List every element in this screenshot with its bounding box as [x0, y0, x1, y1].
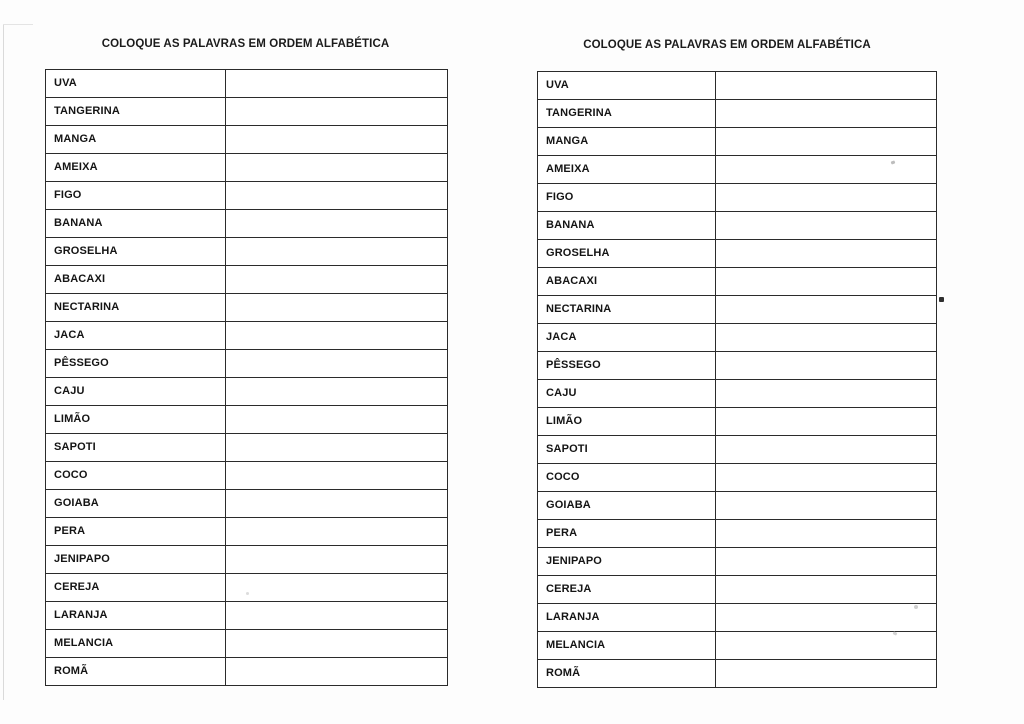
table-row	[538, 632, 937, 660]
word-cell: JENIPAPO	[46, 546, 226, 574]
word-cell: AMEIXA	[538, 156, 716, 184]
word-cell: TANGERINA	[538, 100, 716, 128]
table-row	[538, 72, 937, 100]
table-row	[46, 378, 448, 406]
answer-blank-cell[interactable]	[716, 324, 937, 352]
answer-blank-cell[interactable]	[716, 268, 937, 296]
answer-blank-cell[interactable]	[226, 518, 448, 546]
worksheet-right-title: COLOQUE AS PALAVRAS EM ORDEM ALFABÉTICA	[583, 39, 871, 51]
table-row	[538, 604, 937, 632]
word-cell: PÊSSEGO	[538, 352, 716, 380]
word-cell: FIGO	[46, 182, 226, 210]
word-cell: MANGA	[46, 126, 226, 154]
table-row	[46, 490, 448, 518]
answer-blank-cell[interactable]	[226, 126, 448, 154]
answer-blank-cell[interactable]	[716, 660, 937, 688]
word-cell: NECTARINA	[46, 294, 226, 322]
answer-blank-cell[interactable]	[716, 240, 937, 268]
scan-edge-line-left	[3, 24, 4, 700]
answer-blank-cell[interactable]	[716, 100, 937, 128]
answer-blank-cell[interactable]	[226, 266, 448, 294]
table-row	[538, 520, 937, 548]
answer-blank-cell[interactable]	[716, 604, 937, 632]
table-row	[538, 492, 937, 520]
word-cell: PERA	[538, 520, 716, 548]
table-row	[538, 240, 937, 268]
answer-blank-cell[interactable]	[716, 156, 937, 184]
worksheet-left-title: COLOQUE AS PALAVRAS EM ORDEM ALFABÉTICA	[101, 38, 390, 50]
answer-blank-cell[interactable]	[226, 602, 448, 630]
answer-blank-cell[interactable]	[226, 546, 448, 574]
table-row	[538, 576, 937, 604]
table-row	[46, 462, 448, 490]
word-cell: MELANCIA	[538, 632, 716, 660]
scan-smudge-artifact	[246, 592, 249, 595]
table-row	[46, 434, 448, 462]
answer-blank-cell[interactable]	[226, 434, 448, 462]
answer-blank-cell[interactable]	[716, 184, 937, 212]
answer-blank-cell[interactable]	[716, 464, 937, 492]
answer-blank-cell[interactable]	[226, 70, 448, 98]
scan-edge-line-top	[3, 24, 33, 25]
word-cell: CAJU	[46, 378, 226, 406]
table-row	[46, 266, 448, 294]
table-row	[538, 296, 937, 324]
answer-blank-cell[interactable]	[226, 238, 448, 266]
word-cell: LARANJA	[538, 604, 716, 632]
answer-blank-cell[interactable]	[716, 296, 937, 324]
table-row	[46, 210, 448, 238]
word-cell: CAJU	[538, 380, 716, 408]
answer-blank-cell[interactable]	[716, 576, 937, 604]
answer-blank-cell[interactable]	[226, 378, 448, 406]
word-cell: JENIPAPO	[538, 548, 716, 576]
table-row	[46, 70, 448, 98]
answer-blank-cell[interactable]	[716, 212, 937, 240]
word-cell: GROSELHA	[46, 238, 226, 266]
table-row	[46, 154, 448, 182]
table-row	[538, 548, 937, 576]
table-row	[46, 518, 448, 546]
word-cell: ROMÃ	[538, 660, 716, 688]
word-cell: ABACAXI	[538, 268, 716, 296]
answer-blank-cell[interactable]	[716, 72, 937, 100]
word-cell: TANGERINA	[46, 98, 226, 126]
table-row	[46, 630, 448, 658]
word-cell: GOIABA	[538, 492, 716, 520]
answer-blank-cell[interactable]	[716, 492, 937, 520]
word-cell: JACA	[46, 322, 226, 350]
table-row	[46, 126, 448, 154]
word-cell: GOIABA	[46, 490, 226, 518]
table-row	[538, 436, 937, 464]
answer-blank-cell[interactable]	[226, 406, 448, 434]
table-row	[538, 268, 937, 296]
word-cell: MELANCIA	[46, 630, 226, 658]
word-cell: UVA	[538, 72, 716, 100]
table-row	[538, 464, 937, 492]
answer-blank-cell[interactable]	[226, 630, 448, 658]
table-row	[538, 352, 937, 380]
word-cell: SAPOTI	[538, 436, 716, 464]
word-cell: JACA	[538, 324, 716, 352]
worksheet-right-table-body	[538, 72, 937, 688]
table-row	[538, 660, 937, 688]
scan-speck-artifact	[939, 297, 944, 302]
answer-blank-cell[interactable]	[716, 548, 937, 576]
word-cell: CEREJA	[46, 574, 226, 602]
answer-blank-cell[interactable]	[226, 658, 448, 686]
word-cell: COCO	[46, 462, 226, 490]
table-row	[538, 380, 937, 408]
word-cell: GROSELHA	[538, 240, 716, 268]
table-row	[46, 322, 448, 350]
answer-blank-cell[interactable]	[226, 182, 448, 210]
table-row	[46, 658, 448, 686]
word-cell: FIGO	[538, 184, 716, 212]
word-cell: BANANA	[538, 212, 716, 240]
answer-blank-cell[interactable]	[716, 632, 937, 660]
word-cell: ROMÃ	[46, 658, 226, 686]
answer-blank-cell[interactable]	[716, 128, 937, 156]
word-cell: LARANJA	[46, 602, 226, 630]
answer-blank-cell[interactable]	[226, 154, 448, 182]
answer-blank-cell[interactable]	[716, 352, 937, 380]
table-row	[538, 408, 937, 436]
table-row	[46, 294, 448, 322]
table-row	[46, 574, 448, 602]
word-cell: ABACAXI	[46, 266, 226, 294]
table-row	[46, 350, 448, 378]
answer-blank-cell[interactable]	[226, 574, 448, 602]
answer-blank-cell[interactable]	[226, 294, 448, 322]
worksheet-right-table	[537, 71, 937, 688]
answer-blank-cell[interactable]	[226, 350, 448, 378]
table-row	[46, 182, 448, 210]
scan-smudge-artifact	[914, 605, 918, 609]
answer-blank-cell[interactable]	[226, 98, 448, 126]
answer-blank-cell[interactable]	[226, 210, 448, 238]
table-row	[538, 156, 937, 184]
word-cell: PERA	[46, 518, 226, 546]
table-row	[46, 98, 448, 126]
word-cell: SAPOTI	[46, 434, 226, 462]
table-row	[538, 128, 937, 156]
answer-blank-cell[interactable]	[716, 436, 937, 464]
word-cell: UVA	[46, 70, 226, 98]
table-row	[538, 100, 937, 128]
table-row	[46, 602, 448, 630]
table-row	[538, 184, 937, 212]
table-row	[46, 406, 448, 434]
answer-blank-cell[interactable]	[226, 490, 448, 518]
answer-blank-cell[interactable]	[226, 462, 448, 490]
table-row	[538, 324, 937, 352]
table-row	[538, 212, 937, 240]
word-cell: AMEIXA	[46, 154, 226, 182]
word-cell: NECTARINA	[538, 296, 716, 324]
answer-blank-cell[interactable]	[716, 380, 937, 408]
answer-blank-cell[interactable]	[716, 408, 937, 436]
answer-blank-cell[interactable]	[226, 322, 448, 350]
word-cell: COCO	[538, 464, 716, 492]
word-cell: PÊSSEGO	[46, 350, 226, 378]
word-cell: CEREJA	[538, 576, 716, 604]
table-row	[46, 546, 448, 574]
table-row	[46, 238, 448, 266]
word-cell: MANGA	[538, 128, 716, 156]
word-cell: LIMÃO	[538, 408, 716, 436]
answer-blank-cell[interactable]	[716, 520, 937, 548]
word-cell: BANANA	[46, 210, 226, 238]
word-cell: LIMÃO	[46, 406, 226, 434]
